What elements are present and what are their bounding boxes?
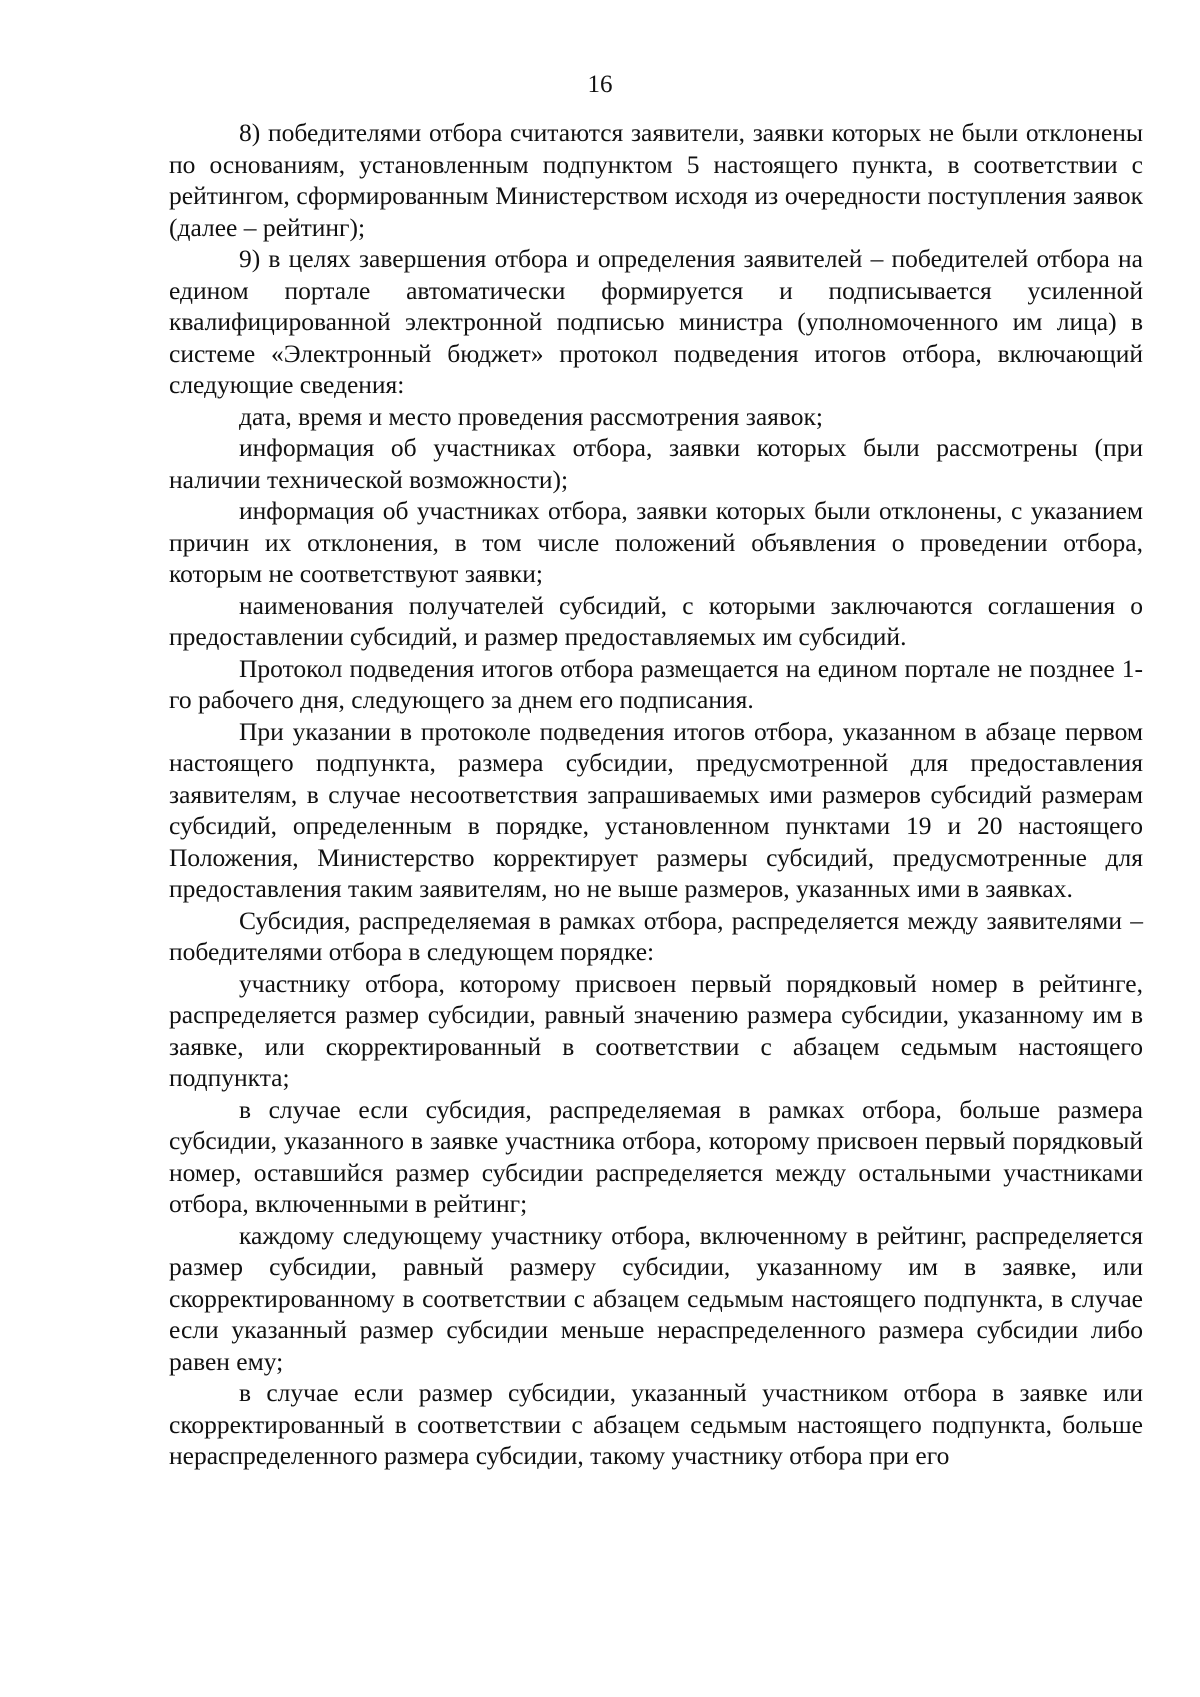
- paragraph-distribution-order: Субсидия, распределяемая в рамках отбора, распределяется между заявителями – победителями отбора в следующем порядке:: [169, 905, 1143, 966]
- paragraph-remaining-distribution: в случае если субсидия, распределяемая в рамках отбора, больше размера субсидии, указанного в заявке участника отбора, которому присвоен первый порядковый номер, оставшийся размер субсидии распределяется между остальными участниками отбора, включенными в рейтинг;: [169, 1094, 1143, 1218]
- paragraph-reviewed-participants: информация об участниках отбора, заявки которых были рассмотрены (при наличии технической возможности);: [169, 433, 1143, 494]
- paragraph-rejected-participants: информация об участниках отбора, заявки которых были отклонены, с указанием причин их отклонения, в том числе положений объявления о проведении отбора, которым не соответствуют заявки;: [169, 496, 1143, 588]
- document-body: [169, 117, 1143, 1472]
- paragraph-item-9-protocol: 9) в целях завершения отбора и определения заявителей – победителей отбора на едином портале автоматически формируется и подписывается усиленной квалифицированной электронной подписью министра (уполномоченного им лица) в системе «Электронный бюджет» протокол подведения итогов отбора, включающий следующие сведения:: [169, 244, 1143, 399]
- paragraph-exceeding-amount: в случае если размер субсидии, указанный участником отбора в заявке или скорректированный в соответствии с абзацем седьмым настоящего подпункта, больше нераспределенного размера субсидии, такому участнику отбора при его: [169, 1378, 1143, 1470]
- paragraph-item-8-winners: 8) победителями отбора считаются заявители, заявки которых не были отклонены по основаниям, установленным подпунктом 5 настоящего пункта, в соответствии с рейтингом, сформированным Министерством исходя из очередности поступления заявок (далее – рейтинг);: [169, 118, 1143, 242]
- page-number: 16: [587, 71, 613, 98]
- paragraph-review-date: дата, время и место проведения рассмотрения заявок;: [239, 401, 823, 431]
- paragraph-first-participant: участнику отбора, которому присвоен первый порядковый номер в рейтинге, распределяется размер субсидии, равный значению размера субсидии, указанному им в заявке, или скорректированный в соответствии с абзацем седьмым настоящего подпункта;: [169, 968, 1143, 1092]
- paragraph-protocol-publication: Протокол подведения итогов отбора размещается на едином портале не позднее 1-го рабочего дня, следующего за днем его подписания.: [169, 653, 1143, 714]
- paragraph-recipients: наименования получателей субсидий, с которыми заключаются соглашения о предоставлении субсидий, и размер предоставляемых им субсидий.: [169, 590, 1143, 651]
- paragraph-size-correction: При указании в протоколе подведения итогов отбора, указанном в абзаце первом настоящего подпункта, размера субсидии, предусмотренной для предоставления заявителям, в случае несоответствия запрашиваемых ими размеров субсидий размерам субсидий, определенным в порядке, установленном пунктами 19 и 20 настоящего Положения, Министерство корректирует размеры субсидий, предусмотренные для предоставления таким заявителям, но не выше размеров, указанных ими в заявках.: [169, 716, 1143, 903]
- paragraph-next-participant: каждому следующему участнику отбора, включенному в рейтинг, распределяется размер субсидии, равный размеру субсидии, указанному им в заявке, или скорректированному в соответствии с абзацем седьмым настоящего подпункта, в случае если указанный размер субсидии меньше нераспределенного размера субсидии либо равен ему;: [169, 1220, 1143, 1376]
